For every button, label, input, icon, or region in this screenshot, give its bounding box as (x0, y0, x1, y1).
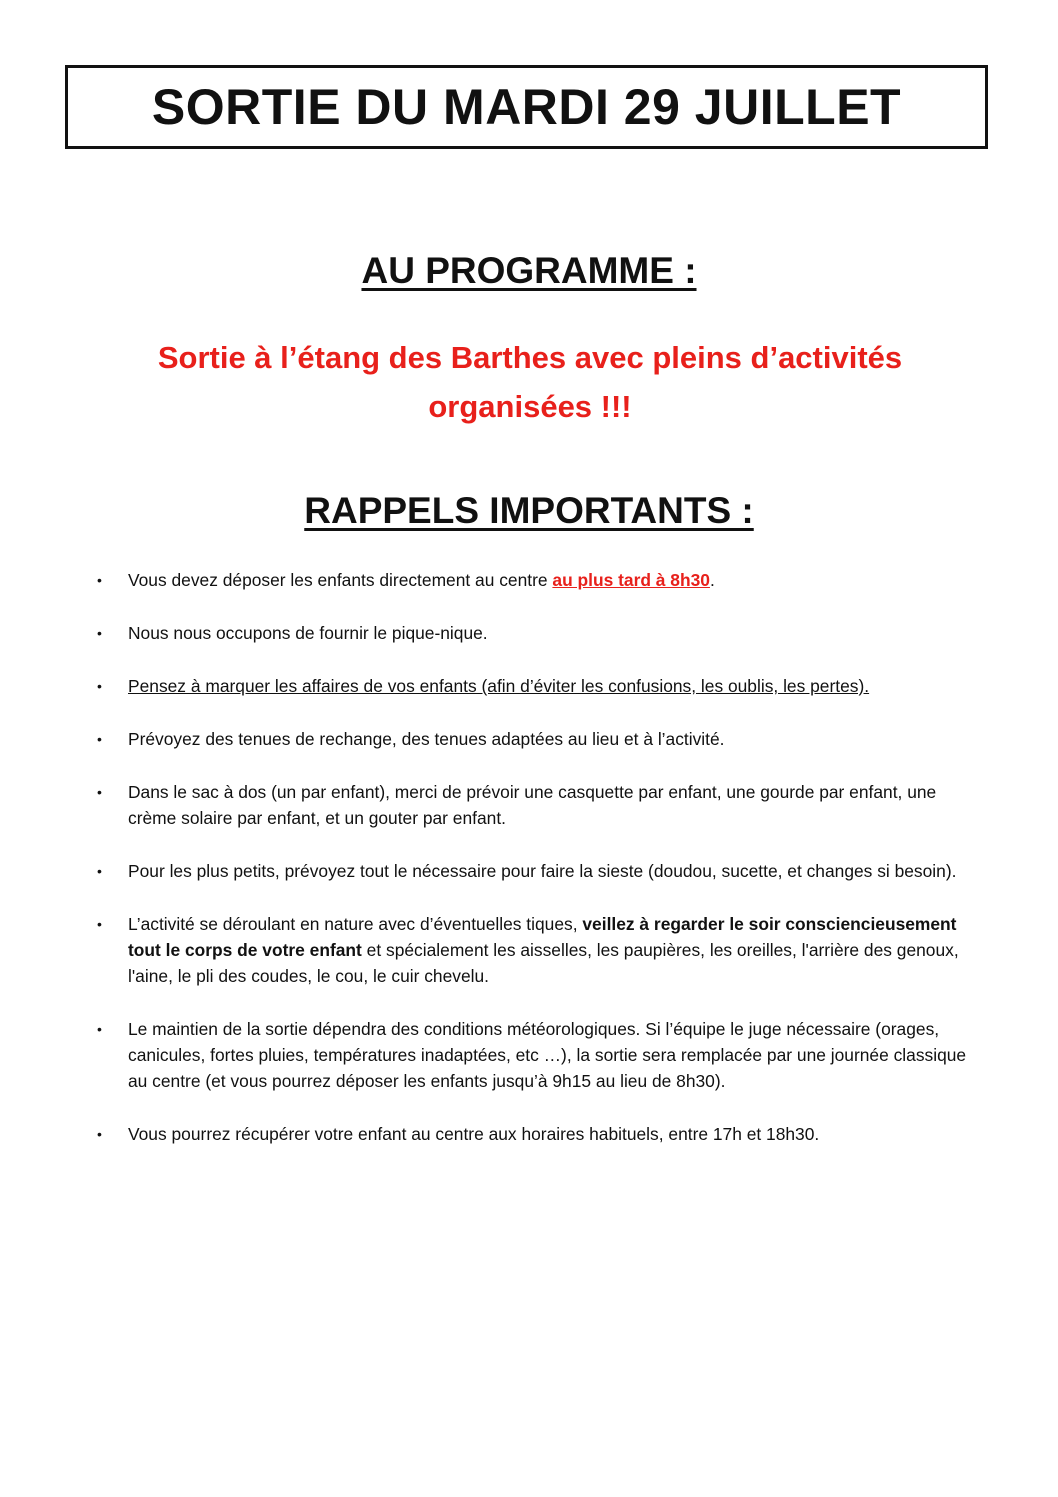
reminder-text: Vous devez déposer les enfants directement au centre (128, 570, 553, 590)
bullet-icon: • (97, 863, 102, 879)
bullet-icon: • (97, 731, 102, 747)
reminder-text: Nous nous occupons de fournir le pique-nique. (128, 623, 488, 643)
reminder-item-pickup (0, 1121, 1058, 1147)
reminder-item-backpack (0, 779, 1058, 831)
reminder-emphasis: veillez à regarder le soir consciencieusement tout le corps de votre enfant (128, 914, 957, 960)
reminder-item-picnic (0, 620, 1058, 646)
reminder-text: Dans le sac à dos (un par enfant), merci de prévoir une casquette par enfant, une gourde par enfant, une crème solaire par enfant, et un gouter par enfant. (128, 782, 937, 828)
programme-heading: AU PROGRAMME : (361, 250, 697, 291)
title-box (65, 65, 988, 149)
reminder-item-dropoff (0, 567, 1058, 593)
programme-line-1: Sortie à l’étang des Barthes avec pleins d’activités (157, 340, 903, 375)
reminder-deadline: au plus tard à 8h30 (552, 570, 710, 590)
page-title: SORTIE DU MARDI 29 JUILLET (151, 79, 902, 135)
reminder-item-clothes (0, 726, 1058, 752)
reminder-item-label-belongings (0, 673, 1058, 699)
reminder-text-end: . (709, 570, 715, 590)
reminder-item-ticks (0, 911, 1058, 989)
reminder-text-end: et spécialement les aisselles, les paupières, les oreilles, l'arrière des genoux, l'aine, le pli des coudes, le cou, le cuir chevelu. (128, 940, 959, 986)
reminders-heading: RAPPELS IMPORTANTS : (304, 490, 754, 531)
reminder-item-weather (0, 1016, 1058, 1094)
reminders-list (0, 567, 1058, 1174)
reminder-text: Pensez à marquer les affaires de vos enfants (afin d’éviter les confusions, les oublis, les pertes). (128, 676, 870, 696)
bullet-icon: • (97, 678, 102, 694)
reminder-text: Le maintien de la sortie dépendra des conditions météorologiques. Si l’équipe le juge nécessaire (orages, canicules, fortes pluies, températures inadaptées, etc …), la sortie sera remplacée par une journée classique au centre (et vous pourrez déposer les enfants jusqu’à 9h15 au lieu de 8h30). (128, 1019, 967, 1091)
bullet-icon: • (97, 916, 102, 932)
bullet-icon: • (97, 1126, 102, 1142)
reminder-text: Vous pourrez récupérer votre enfant au centre aux horaires habituels, entre 17h et 18h30. (128, 1124, 820, 1144)
bullet-icon: • (97, 1021, 102, 1037)
reminder-item-nap (0, 858, 1058, 884)
reminder-text: Pour les plus petits, prévoyez tout le nécessaire pour faire la sieste (doudou, sucette, et changes si besoin). (128, 861, 957, 881)
bullet-icon: • (97, 784, 102, 800)
bullet-icon: • (97, 572, 102, 588)
reminder-text: L’activité se déroulant en nature avec d’éventuelles tiques, (128, 914, 583, 934)
reminder-text: Prévoyez des tenues de rechange, des tenues adaptées au lieu et à l’activité. (128, 729, 725, 749)
programme-description (60, 333, 1000, 431)
bullet-icon: • (97, 625, 102, 641)
programme-line-2: organisées !!! (428, 389, 632, 424)
